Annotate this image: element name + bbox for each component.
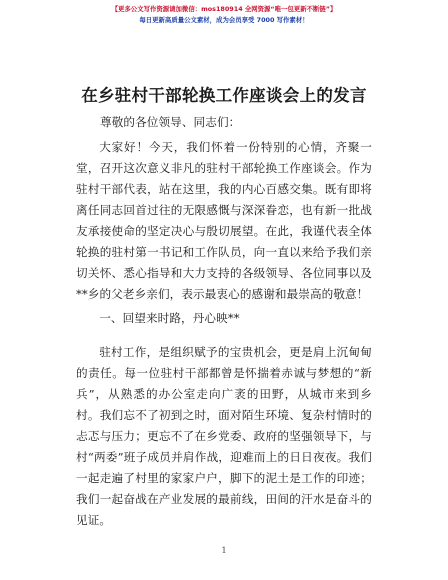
page-number: 1 bbox=[221, 546, 227, 555]
promo-banner-line-1: 【更多公文写作资源请加微信：mos180914 全网资源“唯一包更新不断链”】 bbox=[111, 5, 337, 13]
document-title: 在乡驻村干部轮换工作座谈会上的发言 bbox=[81, 86, 367, 105]
promo-banner-line-2: 每日更新高质量公文素材，成为会员享受 7000 写作素材！ bbox=[139, 16, 309, 24]
paragraph-opening: 大家好！今天，我们怀着一份特别的心情，齐聚一堂，召开这次意义非凡的驻村干部轮换工作座谈会。作为驻村干部代表，站在这里，我的内心百感交集。既有即将离任同志回首过往的无限感慨与深深眷恋，也有新一批战友承接使命的坚定决心与殷切展望。在此，我谨代表全体轮换的驻村第一书记和工作队员，向一直以来给予我们亲切关怀、悉心指导和大力支持的各级领导、各位同事以及**乡的父老乡亲们，表示最衷心的感谢和最崇高的敬意！ bbox=[76, 140, 372, 301]
salutation: 尊敬的各位领导、同志们： bbox=[100, 115, 241, 129]
paragraph-section-1: 驻村工作，是组织赋予的宝贵机会，更是肩上沉甸甸的责任。每一位驻村干部都曾是怀揣着赤诚与梦想的“新兵”，从熟悉的办公室走向广袤的田野，从城市来到乡村。我们忘不了初到之时，面对陌生环境、复杂村情时的忐忑与压力；更忘不了在乡党委、政府的坚强领导下，与村“两委”班子成员并肩作战，迎难而上的日日夜夜。我们一起走遍了村里的家家户户，脚下的泥土是工作的印迹；我们一起奋战在产业发展的最前线，田间的汗水是奋斗的见证。 bbox=[76, 345, 372, 527]
section-heading-1: 一、回望来时路，丹心映** bbox=[99, 311, 240, 325]
